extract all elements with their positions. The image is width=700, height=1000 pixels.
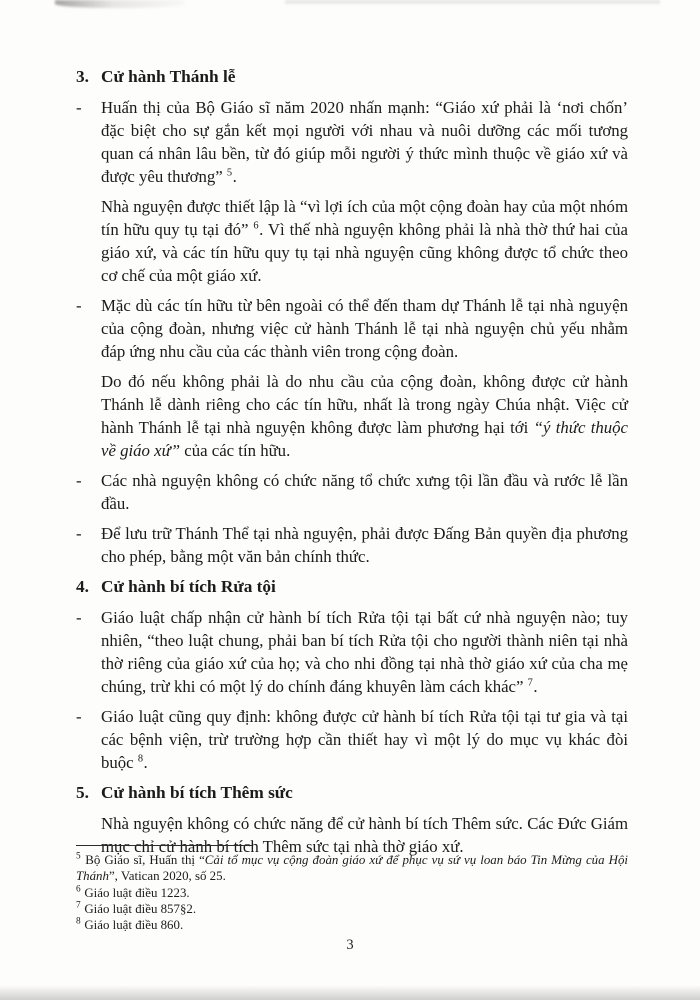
- footnote-marker: 8: [76, 916, 82, 927]
- italic-text-run: Cải tổ mục vụ cộng đoàn giáo xứ để phục vụ sứ vụ loan báo Tin Mừng của Hội Thánh: [76, 853, 628, 884]
- footnote-ref: 8: [137, 753, 144, 765]
- text-run: Giáo luật cũng quy định: không được cử hành bí tích Rửa tội tại tư gia và tại các bệnh viện, trừ trường hợp cần thiết hay vì một lý do mục vụ khác đòi buộc: [101, 707, 628, 772]
- bullet-dash: -: [76, 98, 82, 117]
- footnote-marker: 5: [76, 851, 82, 862]
- footnote-area: [76, 845, 628, 933]
- scan-artifact-bottom: [0, 985, 700, 1000]
- text-run: .: [232, 167, 237, 186]
- text-run: Để lưu trữ Thánh Thể tại nhà nguyện, phải được Đấng Bản quyền địa phương cho phép, bằng một văn bản chính thức.: [101, 524, 628, 566]
- bullet-dash: [76, 370, 101, 462]
- page-number: 3: [346, 937, 354, 953]
- text-run: Cử hành Thánh lễ: [101, 67, 236, 86]
- text-run: ”, Vatican 2020, số 25.: [108, 869, 226, 884]
- bullet-dash: -: [76, 524, 82, 543]
- bullet-item: [76, 469, 628, 515]
- text-run: .: [143, 753, 148, 772]
- bullet-dash: -: [76, 471, 82, 490]
- text-run: Các nhà nguyện không có chức năng tổ chức xưng tội lần đầu và rước lễ lần đầu.: [101, 471, 628, 513]
- footnote: [76, 852, 628, 885]
- heading-number: 4.: [76, 577, 89, 596]
- footnote: [76, 885, 628, 901]
- block-text: [101, 705, 628, 774]
- bullet-dash: [76, 195, 101, 287]
- block-text: [101, 370, 628, 462]
- text-run: Nhà nguyện không có chức năng để cử hành bí tích Thêm sức. Các Đức Giám mục chỉ cử hành bí tích Thêm sức tại nhà thờ giáo xứ.: [101, 814, 628, 856]
- bullet-item: [76, 522, 628, 568]
- block-text: [101, 575, 628, 598]
- footnote-ref: 5: [226, 167, 233, 179]
- text-run: Cử hành bí tích Rửa tội: [101, 577, 276, 596]
- text-run: Huấn thị của Bộ Giáo sĩ năm 2020 nhấn mạnh: “Giáo xứ phải là ‘nơi chốn’ đặc biệt cho sự gắn kết mọi người với nhau và nuôi dưỡng các mối tương quan cá nhân lâu bền, từ đó giúp mỗi người ý thức mình thuộc về giáo xứ và được yêu thương”: [101, 98, 628, 186]
- text-run: Mặc dù các tín hữu từ bên ngoài có thể đến tham dự Thánh lễ tại nhà nguyện của cộng đoàn, nhưng việc cử hành Thánh lễ tại nhà nguyện chủ yếu nhằm đáp ứng nhu cầu của các thành viên trong cộng đoàn.: [101, 296, 628, 361]
- block-text: [101, 781, 628, 804]
- bullet-item: [76, 705, 628, 774]
- italic-text-run: “ý thức thuộc về giáo xứ”: [101, 418, 628, 460]
- text-run: Giáo luật điều 1223.: [81, 885, 190, 900]
- paragraph: [76, 370, 628, 462]
- scan-artifact-top-smudge: [55, 0, 185, 8]
- scan-artifact-top-streak: [285, 0, 660, 4]
- section-heading: [76, 575, 628, 598]
- block-text: [101, 96, 628, 188]
- bullet-dash: -: [76, 296, 82, 315]
- bullet-item: [76, 96, 628, 188]
- block-text: [101, 65, 628, 88]
- footnote: [76, 901, 628, 917]
- text-run: Nhà nguyện được thiết lập là “vì lợi ích của một cộng đoàn hay của một nhóm tín hữu quy tụ tại đó”: [101, 197, 628, 239]
- paragraph: [76, 195, 628, 287]
- heading-number: 5.: [76, 783, 89, 802]
- block-text: [101, 469, 628, 515]
- footnote-marker: 7: [76, 900, 82, 911]
- footnote-ref: 6: [253, 220, 260, 232]
- text-run: .: [533, 677, 538, 696]
- text-run: Giáo luật điều 857§2.: [81, 901, 197, 916]
- section-heading: [76, 781, 628, 804]
- block-text: [101, 522, 628, 568]
- text-run: Giáo luật điều 860.: [81, 918, 184, 933]
- text-run: Bộ Giáo sĩ, Huấn thị “: [81, 853, 205, 867]
- footnotes-list: [76, 852, 628, 933]
- content-blocks: [76, 65, 628, 858]
- text-run: Giáo luật chấp nhận cử hành bí tích Rửa tội tại bất cứ nhà nguyện nào; tuy nhiên, “theo luật chung, phải ban bí tích Rửa tội cho người thành niên tại nhà thờ riêng của giáo xứ của họ; và cho nhi đồng tại nhà thờ giáo xứ của cha mẹ chúng, trừ khi có một lý do chính đáng khuyên làm cách khác”: [101, 608, 628, 696]
- footnote-separator: [76, 845, 252, 846]
- block-text: [101, 195, 628, 287]
- text-run: . Vì thế nhà nguyện không phải là nhà thờ thứ hai của giáo xứ, và các tín hữu quy tụ tại nhà nguyện cũng không được tổ chức theo cơ chế của một giáo xứ.: [101, 220, 628, 285]
- bullet-dash: -: [76, 608, 82, 627]
- heading-number: 3.: [76, 67, 89, 86]
- text-run: Cử hành bí tích Thêm sức: [101, 783, 293, 802]
- bullet-dash: -: [76, 707, 82, 726]
- block-text: [101, 294, 628, 363]
- footnote: [76, 917, 628, 933]
- text-run: của các tín hữu.: [180, 441, 291, 460]
- footnote-marker: 6: [76, 884, 82, 895]
- text-run: Do đó nếu không phải là do nhu cầu của cộng đoàn, không được cử hành Thánh lễ dành riêng cho các tín hữu, nhất là trong ngày Chúa nhật. Việc cử hành Thánh lễ tại nhà nguyện không được làm phương hại tới: [101, 372, 628, 437]
- section-heading: [76, 65, 628, 88]
- bullet-item: [76, 606, 628, 698]
- bullet-item: [76, 294, 628, 363]
- footnote-ref: 7: [527, 677, 534, 689]
- block-text: [101, 606, 628, 698]
- document-body: [76, 62, 628, 865]
